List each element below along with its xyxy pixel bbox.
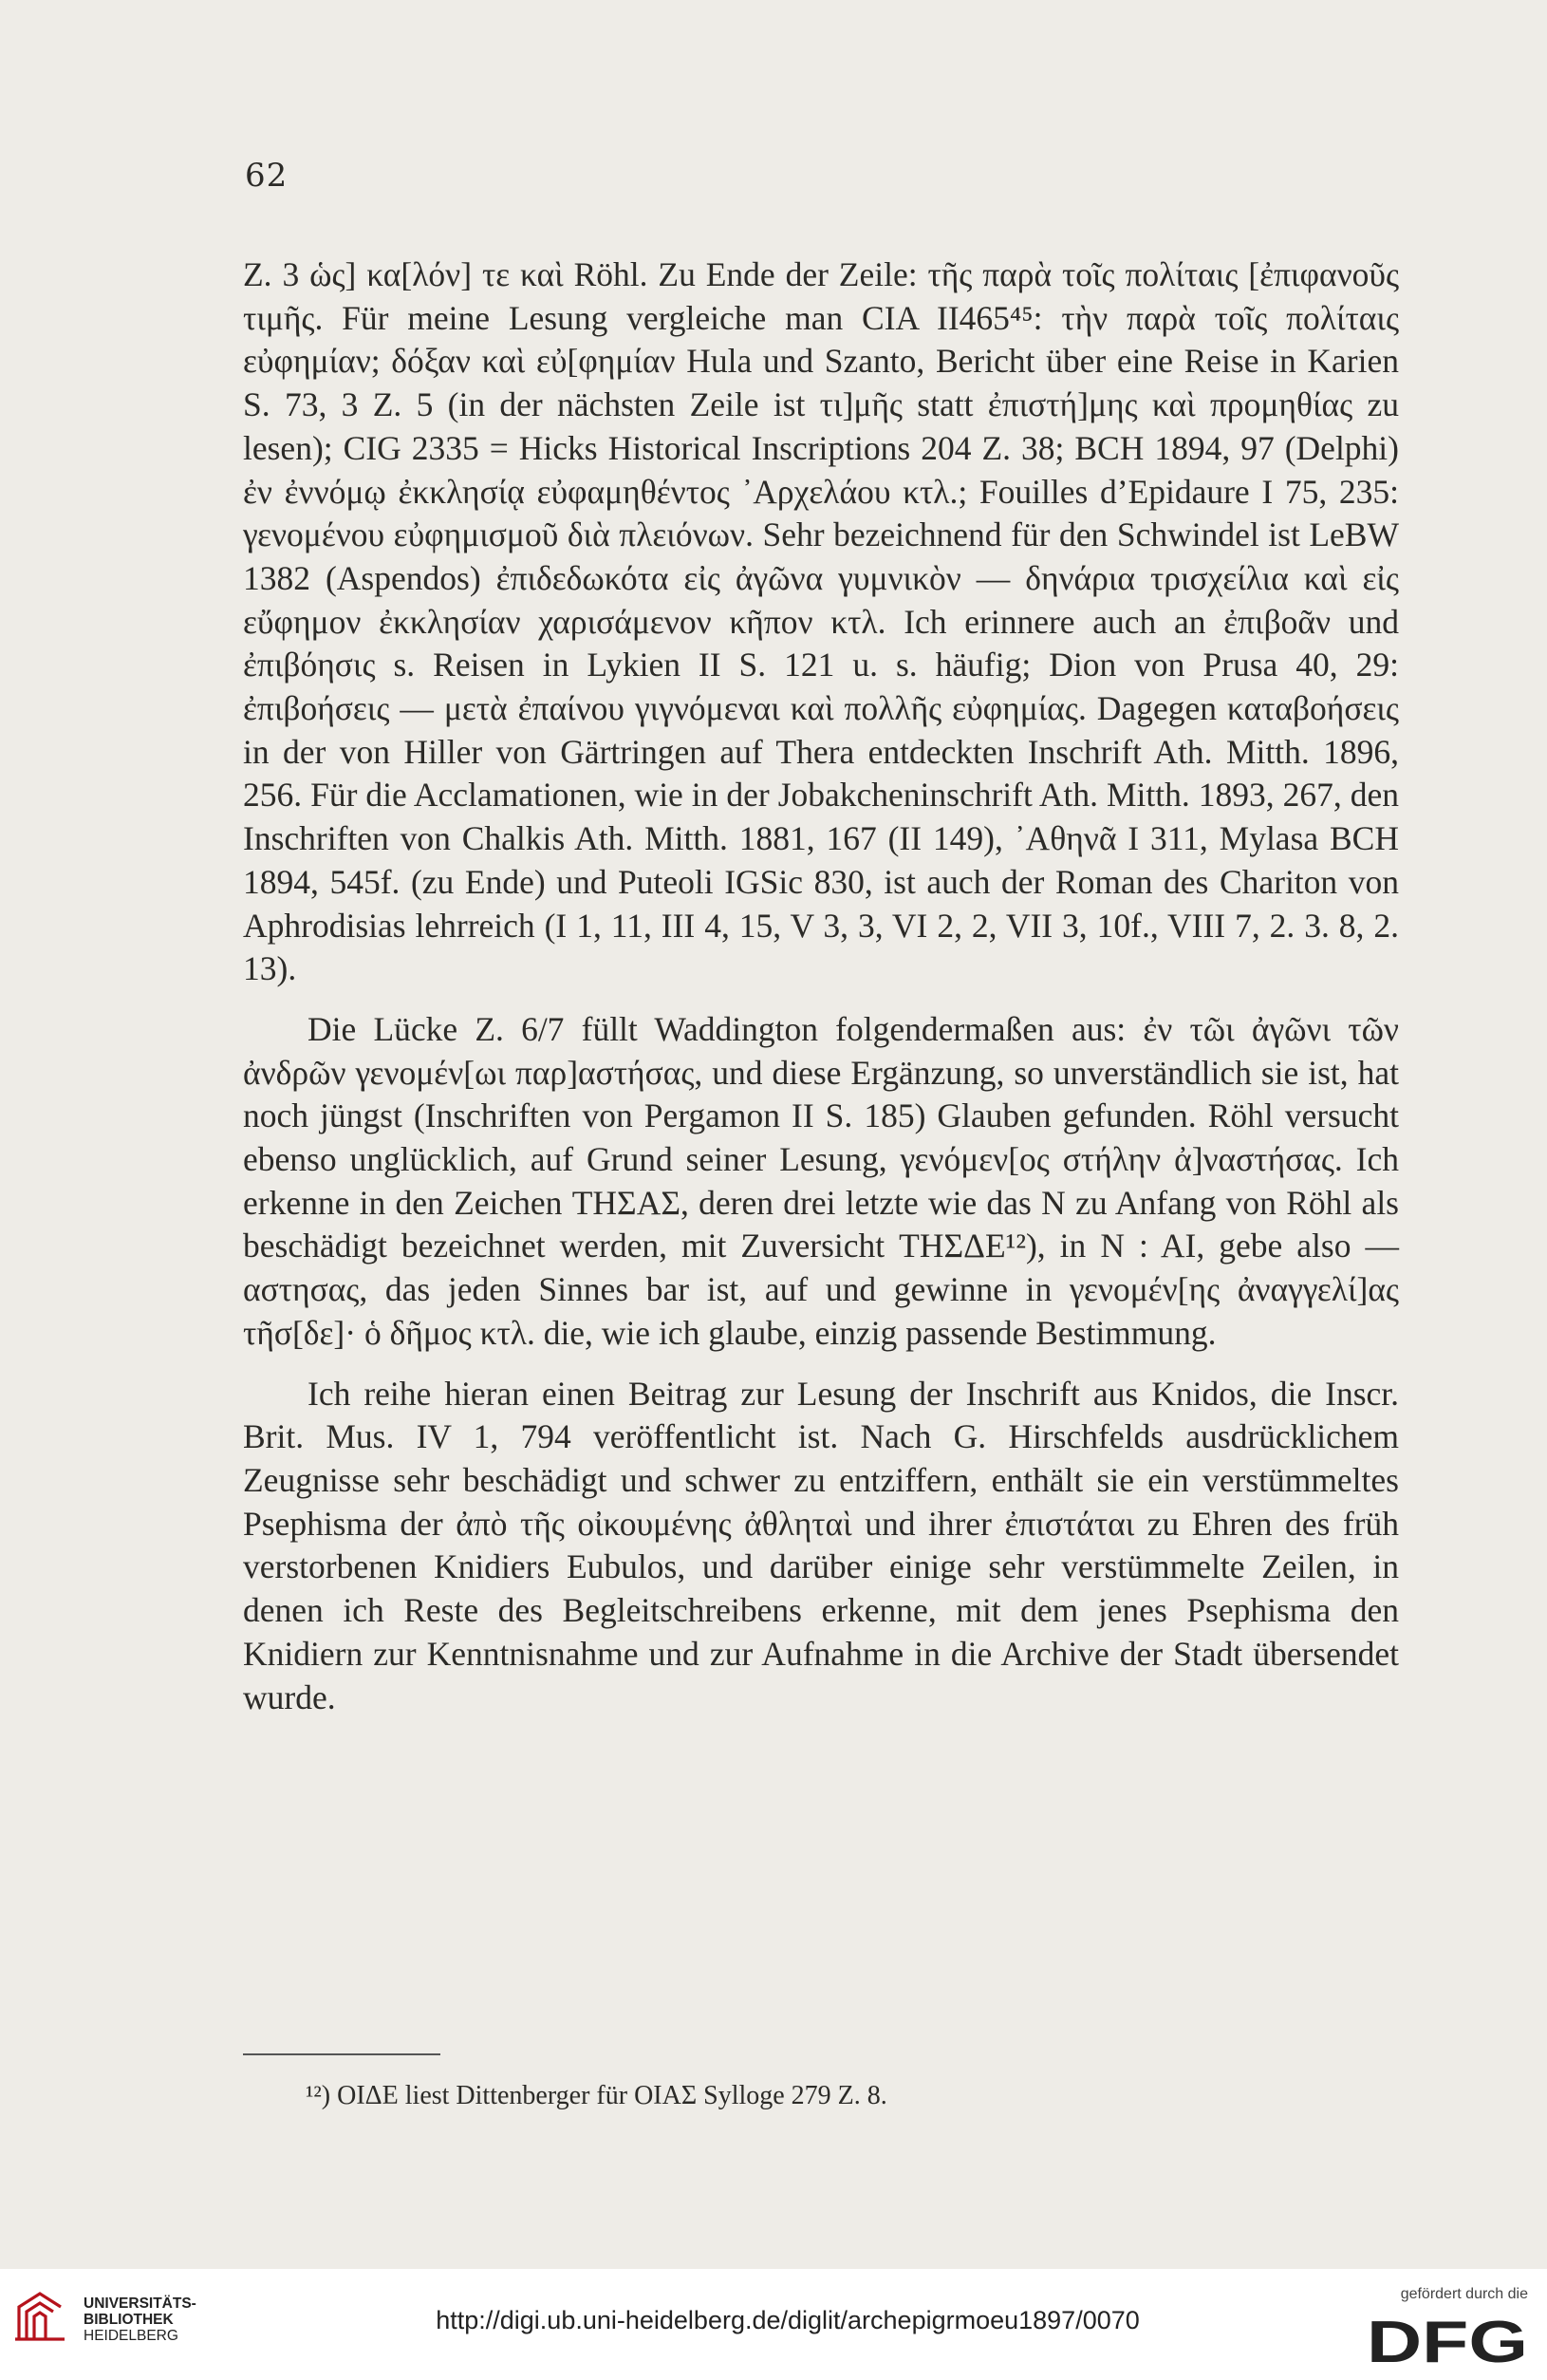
paragraph-2: Die Lücke Z. 6/7 füllt Waddington folgendermaßen aus: ἐν τῶι ἀγῶνι τῶν ἀνδρῶν γενομέν[ωι παρ]αστήσας, und diese Ergänzung, so unverständlich sie ist, hat noch jüngst (Inschriften von Pergamon II S. 185) Glauben gefunden. Röhl versucht ebenso unglücklich, auf Grund seiner Lesung, γενόμεν[ος στήλην ἀ]ναστήσας. Ich erkenne in den Zeichen ΤΗΣΑΣ, deren drei letzte wie das Ν zu Anfang von Röhl als beschädigt bezeichnet werden, mit Zuversicht ΤΗΣΔΕ¹²), in Ν : ΑΙ, gebe also — αστησας, das jeden Sinnes bar ist, auf und gewinne in γενομέν[ης ἀναγγελί]ας τῆσ[δε]· ὁ δῆμος κτλ. die, wie ich glaube, einzig passende Bestimmung. [243,1009,1399,1352]
funding-caption: gefördert durch die [1400,2286,1528,2302]
dfg-logo-text: DFG [1367,2310,1528,2368]
page-number: 62 [245,157,289,195]
permalink-url[interactable]: http://digi.ub.uni-heidelberg.de/diglit/archepigrmoeu1897/0070 [436,2306,1140,2334]
university-library-logo-icon [11,2288,68,2345]
footer-bar [0,2269,1547,2380]
footnote-divider [243,2053,440,2055]
paragraph-1: Z. 3 ὡς] κα[λόν] τε καὶ Röhl. Zu Ende der Zeile: τῆς παρὰ τοῖς πολίταις [ἐπιφανοῦς τιμῆς. Für meine Lesung vergleiche man CIA II465⁴⁵: τὴν παρὰ τοῖς πολίταις εὐφημίαν; δόξαν καὶ εὐ[φημίαν Hula und Szanto, Bericht über eine Reise in Karien S. 73, 3 Z. 5 (in der nächsten Zeile ist τι]μῆς statt ἐπιστή]μης καὶ προμηθίας zu lesen); CIG 2335 = Hicks Historical Inscriptions 204 Z. 38; BCH 1894, 97 (Delphi) ἐν ἐννόμῳ ἐκκλησίᾳ εὐφαμηθέντος ᾿Αρχελάου κτλ.; Fouilles d’Epidaure I 75, 235: γενομένου εὐφημισμοῦ διὰ πλειόνων. Sehr bezeichnend für den Schwindel ist LeBW 1382 (Aspendos) ἐπιδεδωκότα εἰς ἀγῶνα γυμνικὸν — δηνάρια τρισχείλια καὶ εἰς εὔφημον ἐκκλησίαν χαρισάμενον κῆπον κτλ. Ich erinnere auch an ἐπιβοᾶν und ἐπιβόησις s. Reisen in Lykien II S. 121 u. s. häufig; Dion von Prusa 40, 29: ἐπιβοήσεις — μετὰ ἐπαίνου γιγνόμεναι καὶ πολλῆς εὐφημίας. Dagegen καταβοήσεις in der von Hiller von Gärtringen auf Thera entdeckten Inschrift Ath. Mitth. 1896, 256. Für die Acclamationen, wie in der Jobakcheninschrift Ath. Mitth. 1893, 267, den Inschriften von Chalkis Ath. Mitth. 1881, 167 (II 149), ᾿Αθηνᾶ I 311, Mylasa BCH 1894, 545f. (zu Ende) und Puteoli IGSic 830, ist auch der Roman des Chariton von Aphrodisias lehrreich (I 1, 11, III 4, 15, V 3, 3, VI 2, 2, VII 3, 10f., VIII 7, 2. 3. 8, 2. 13). [243,255,1399,988]
body-text [243,253,1399,1719]
library-name [84,2296,196,2344]
library-name-line-2: BIBLIOTHEK [84,2312,174,2328]
library-name-line-1: UNIVERSITÄTS- [84,2296,196,2312]
dfg-logo-icon [1363,2309,1530,2368]
paragraph-3: Ich reihe hieran einen Beitrag zur Lesung der Inschrift aus Knidos, die Inscr. Brit. Mus. IV 1, 794 veröffentlicht ist. Nach G. Hirschfelds ausdrücklichem Zeugnisse sehr beschädigt und schwer zu entziffern, enthält sie ein verstümmeltes Psephisma der ἀπὸ τῆς οἰκουμένης ἀθληταὶ und ihrer ἐπιστάται zu Ehren des früh verstorbenen Knidiers Eubulos, und darüber einige sehr verstümmelte Zeilen, in denen ich Reste des Begleitschreibens erkenne, mit dem jenes Psephisma den Knidiern zur Kenntnisnahme und zur Aufnahme in die Archive der Stadt übersendet wurde. [243,1374,1399,1716]
library-name-line-3: HEIDELBERG [84,2328,178,2344]
footnote: ¹²) ΟΙΔΕ liest Dittenberger für ΟΙΑΣ Sylloge 279 Z. 8. [306,2081,887,2110]
